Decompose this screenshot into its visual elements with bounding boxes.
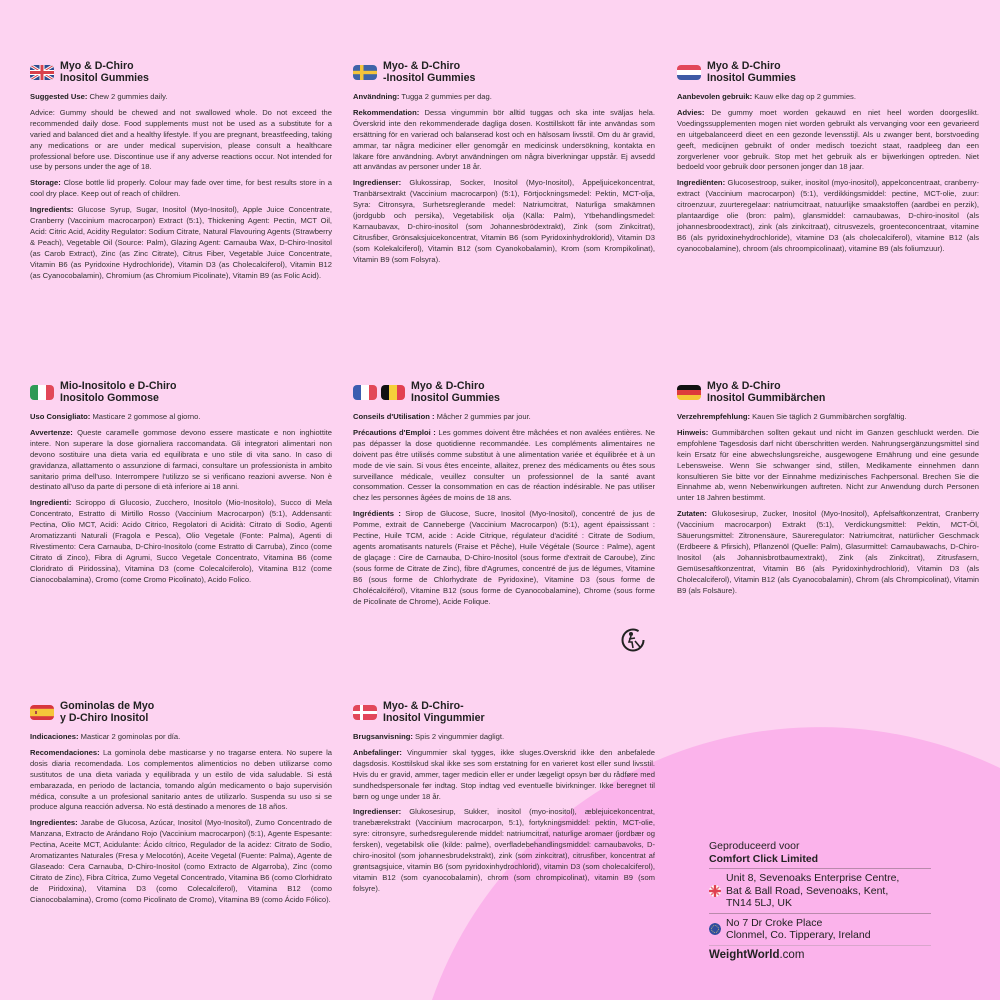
paragraph-text: Mâcher 2 gummies par jour.: [434, 412, 531, 421]
brand-website: WeightWorld.com: [709, 945, 931, 962]
paragraph-label: Zutaten:: [677, 509, 707, 519]
spain-flag-icon: [30, 705, 54, 720]
section-title: Myo & D-Chiro Inositol Gummies: [411, 380, 500, 404]
paragraph-label: Hinweis:: [677, 427, 709, 437]
paragraph-text: Dessa vingummin bör alltid tuggas och ska inte sväljas hela. Överskrid inte den rekommenderade dagliga dosen. Kosttillskott får inte användas som ersättning för en varierad och balanserad kost och en hälsosam livsstil. Om du är gravid, ammar, tar några mediciner eller genomgår en medicinsk undersökning, kontakta en läkare före användning. Avbryt användningen om några biverkningar uppstår. Ej avsedd att användas av personer under 18 år.: [353, 107, 655, 172]
paragraph-text: Glukosesirup, Zucker, Inositol (Myo-Inositol), Apfelsaftkonzentrat, Cranberry (Vaccinium macrocarpon) Extrakt (5:1), Verdickungsmittel: Pektin, MCT-Öl, Säuerungsmittel: Zitronensäure, Säureregulator: Natriumcitrat, natürlicher Geschmack (Erdbeere & Pfirsich), Pflanzenöl (Quelle: Palm), Glasurmittel: Carnaubawachs, D-Chiro-Inositol (als Johannisbrotbaumextrakt), Zink (als Zinkcitrat), Zitrusfasern, Gemüsesaftkonzentrat, Vitamin B6 (als Pyridoxinhydrochlorid), Vitamin D3 (als Cholecalciferol), Vitamin B12 (als Cyanocobalamin), Chrom (als Chrompicolinat), Vitamin B9 (als Folsäure).: [677, 509, 979, 595]
paragraph: [353, 428, 655, 504]
italy-flag-icon: [30, 385, 54, 400]
section-header: [30, 380, 332, 404]
section-title: Myo- & D-Chiro -Inositol Gummies: [383, 60, 476, 84]
paragraph-label: Rekommendation:: [353, 107, 420, 117]
section-title: Myo & D-Chiro Inositol Gummies: [707, 60, 796, 84]
paragraph: [677, 412, 979, 423]
paragraph-text: Jarabe de Glucosa, Azúcar, Inositol (Myo-Inositol), Zumo Concentrado de Manzana, Extracto de Arándano Rojo (Vaccinium macrocarpon) (5:1), Agente Espesante: Pectina, Aceite MCT, Acidulante: Ácido cítrico, Regulador de la acidez: Citrato de Sodio, Aromatizantes Naturales (Fresa y Melocotón), Aceite Vegetal (Fuente: Palma), Agente de Glaseado: Cera Carnauba, D-Chiro-Inositol (como Extracto de Algarroba), Zinc (como Citrato de Zinc), Fibra Cítrica, Zumo Vegetal Concentrado, Vitamina B6 (como Clorhidrato de Piridoxina), Vitamina D3 (como Colecalciferol), Vitamina B12 (como Cianocobalamina), Cromo (como Picolinato de Cromo), Vitamina B9 (como Ácido Fólico).: [30, 818, 332, 904]
section-header: [677, 380, 979, 404]
label-section-it: [30, 380, 332, 591]
uk-address: Unit 8, Sevenoaks Enterprise Centre, Bat & Ball Road, Sevenoaks, Kent, TN14 5LJ, UK: [709, 868, 931, 913]
paragraph-text: Spis 2 vingummier dagligt.: [412, 732, 505, 741]
netherlands-flag-icon: [677, 65, 701, 80]
germany-flag-icon: [677, 385, 701, 400]
paragraph-text: Close bottle lid properly. Colour may fade over time, for best results store in a cool dry place. Keep out of reach of children.: [30, 178, 332, 199]
belgium-flag-icon: [381, 385, 405, 400]
paragraph-label: Conseils d'Utilisation :: [353, 412, 435, 421]
eu-address: No 7 Dr Croke Place Clonmel, Co. Tipperary, Ireland: [709, 913, 931, 945]
paragraph-label: Ingrediënten:: [677, 178, 726, 188]
paragraph-text: La gominola debe masticarse y no tragarse entera. No supere la dosis diaria recomendada. Los complementos alimenticios no deben utilizarse como sustitutos de una dieta variada y equilibrada y un estilo de vida saludable. Si está embarazada, en periodo de lactancia, tomando algún medicamento o bajo supervisión médica, consulte a un profesional sanitario antes de utilizarlo. Suspenda su uso si se produce alguna reacción adversa. No está destinado a menores de 18 años.: [30, 747, 332, 812]
paragraph-text: De gummy moet worden gekauwd en niet heel worden doorgeslikt. Voedingssupplementen mogen niet worden gebruikt als vervanging voor een gevarieerd en uitgebalanceerd dieet en een gezonde levensstijl. Als u zwanger bent, borstvoeding geeft, medicijnen gebruikt of onder medisch toezicht staat, raadpleeg dan een zorgverlener voor gebruik. Stop met het gebruik als er bijwerkingen optreden. Niet bedoeld voor gebruik door personen jonger dan 18 jaar.: [677, 107, 979, 172]
paragraph: [30, 412, 332, 423]
paragraph-text: Masticare 2 gommose al giorno.: [90, 412, 201, 421]
triman-recycling-icon: [620, 627, 646, 653]
uk-flag-icon: [30, 65, 54, 80]
paragraph-text: Glucosestroop, suiker, inositol (myo-inositol), appelconcentraat, cranberry-extract (Vaccinium macrocarpon) (5:1), verdikkingsmiddel: pectine, MCT-olie, zuur: citroenzuur, zuurteregelaar: natriumcitraat, natuurlijke smaakstoffen (aardbei en perzik), plantaardige olie (bron: palm), glansmiddel: carnaubawas, D-chiro-inositol (als johannesbroodextract), zink (als zinkcitraat), citrusvezels, groenteconcentraat, vitamine B6 (als pyridoxinehydrochloride), vitamine D3 (als cholecalciferol), vitamine B12 (als cyanocobalamine), chroom (als chroompicolinaat), vitamine B9 (als foliumzuur).: [677, 178, 979, 253]
paragraph-label: Advies:: [677, 107, 705, 117]
paragraph: [30, 205, 332, 281]
paragraph: [353, 807, 655, 894]
paragraph-text: Gummibärchen sollten gekaut und nicht im Ganzen geschluckt werden. Die empfohlene Tagesdosis darf nicht überschritten werden. Nahrungsergänzungsmittel sind kein Ersatz für eine abwechslungsreiche, ausgewogene Ernährung und eine gesunde Lebensweise. Wenn Sie schwanger sind, stillen, Medikamente einnehmen dann konsultieren Sie bitte vor der Einnahme medizinisches Fachpersonal. Brechen Sie die Einnahme ab, wenn Nebenwirkungen auftreten. Nicht zur Anwendung durch Personen unter 18 Jahren bestimmt.: [677, 427, 979, 503]
paragraph: [353, 509, 655, 607]
paragraph: [677, 92, 979, 103]
eu-flag-icon: [709, 923, 721, 935]
paragraph: [30, 92, 332, 103]
paragraph-label: Storage:: [30, 178, 61, 188]
paragraph-text: Masticar 2 gominolas por día.: [78, 732, 181, 741]
paragraph-text: Queste caramelle gommose devono essere masticate e non inghiottite intere. Non superare la dose giornaliera raccomandata. Gli integratori alimentari non devono sostituire una dieta varia ed equilibrata e uno stile di vita sano. In caso di gravidanza, allattamento o assunzione di farmaci, consultare un professionista in ambito sanitario prima dell'uso. Interrompere l'utilizzo se si verificano reazioni avverse. Non è destinato all'uso da parte di persone di età inferiore ai 18 anni.: [30, 427, 332, 492]
paragraph-label: Aanbevolen gebruik:: [677, 92, 753, 101]
paragraph: [30, 178, 332, 200]
section-title: Gominolas de Myo y D-Chiro Inositol: [60, 700, 155, 724]
paragraph: [677, 108, 979, 173]
label-section-es: [30, 700, 332, 911]
paragraph-text: Sciroppo di Glucosio, Zucchero, Inositolo (Mio-Inositolo), Succo di Mela Concentrato, Estratto di Mirtillo Rosso (Vaccinium Macrocarpon) (5:1), Addensanti: Pectina, Olio MCT, Acidi: Acido Citrico, Regolatori di Acidità: Citrato di Sodio, Agenti Aromatizzanti Naturali (Fragola e Pesca), Olio Vegetale (Fonte: Palma), Agenti di Rivestimento: Cera Carnauba, D-Chiro-Inositolo (come Estratto di Carruba), Zinco (come Citrato di Zinco), Fibra di Agrumi, Succo Vegetale Concentrato, Vitamina B6 (come Cloridrato di Piridossina), Vitamina D3 (come Colecalciferolo), Vitamina B12 (come Cianocobalamina), Cromo (come Cromo Picolinato), Acido Folico.: [30, 498, 332, 584]
paragraph: [353, 92, 655, 103]
paragraph-text: Glukossirap, Socker, Inositol (Myo-Inositol), Äppeljuicekoncentrat, Tranbärsextrakt (Vaccinium macrocarpon) (5:1), Förtjockningsmedel: Pektin, MCT-olja, Syra: Citronsyra, Surhetsreglerande medel: Natriumcitrat, Naturliga smakämnen (jordgubb och persika), Vegetabilisk olja (Källa: Palm), Ytbehandlingsmedel: Karnaubavax, D-chiro-inositol (som Johannesbrödextrakt), Zink (som Zinkcitrat), Citrusfiber, Grönsaksjuicekoncentrat, Vitamin B6 (som Pyridoxinhydroklorid), Vitamin D3 (som Kolekalciferol), Vitamin B12 (som Cyanokobalamin), Krom (som Krompikolinat), Vitamin B9 (som Folsyra).: [353, 178, 655, 264]
manufacturer-company: Comfort Click Limited: [709, 852, 819, 865]
section-title: Myo & D-Chiro Inositol Gummibärchen: [707, 380, 826, 404]
paragraph-label: Avvertenze:: [30, 427, 73, 437]
label-section-da: [353, 700, 655, 900]
paragraph-label: Ingrédients :: [353, 509, 401, 519]
label-section-sv: [353, 60, 655, 271]
paragraph-label: Användning:: [353, 92, 400, 101]
paragraph-label: Ingredienti:: [30, 498, 72, 508]
uk-flag-icon: [709, 885, 721, 897]
paragraph-label: Recomendaciones:: [30, 747, 100, 757]
paragraph-label: Ingredienser:: [353, 178, 402, 188]
label-section-fr: [353, 380, 655, 612]
section-header: [30, 700, 332, 724]
section-header: [30, 60, 332, 84]
paragraph-text: Tugga 2 gummies per dag.: [399, 92, 492, 101]
sweden-flag-icon: [353, 65, 377, 80]
paragraph: [30, 818, 332, 905]
paragraph-text: Glukosesirup, Sukker, inositol (myo-inositol), æblejuicekoncentrat, tranebærekstrakt (Vaccinium macrocarpon, 5:1), fortykningsmiddel: pektin, MCT-olie, syre: citronsyre, surhedsregulerende middel: natriumcitrat, naturlige aromaer (jordbær og fersken), vegetabilsk olie (kilde: palme), overfladebehandlingsmiddel: carnaubavoks, D-chiro-inositol (som johannesbrudekstrakt), zink (som zinkcitrat), citrusfiber, koncentrat af grøntsagsjuice, vitamin B6 (som pyridoxinhydrochlorid), vitamin D3 (som cholecalciferol), vitamin B12 (som cyanocobalamin), chrom (som chrompicolinat), vitamin B9 (som folsyre).: [353, 807, 655, 893]
paragraph: [353, 178, 655, 265]
paragraph-text: Vingummier skal tygges, ikke sluges.Overskrid ikke den anbefalede dagsdosis. Kosttilskud skal ikke ses som erstatning for en varieret kost eller sund livsstil. Hvis du er gravid, ammer, tager medicin eller er under lægeligt opsyn bør du rådføre med sundhedspersonale før indtag. Stop indtag ved eventuelle bivirkninger. Ikke beregnet til børn og unge under 18 år.: [353, 747, 655, 801]
paragraph-text: Sirop de Glucose, Sucre, Inositol (Myo-Inositol), concentré de jus de Pomme, extrait de Canneberge (Vaccinium Macrocarpon) (5:1), agent épaississant : Pectine, Huile TCM, acide : Acide Citrique, régulateur d'acidité : Citrate de Sodium, agents aromatisants naturels (Fraise et Pêche), Huile Végétale (Source : Palme), agent de glaçage : Cire de Carnauba, D-Chiro-Inositol (sous forme d'extrait de Caroube), Zinc (sous forme de Citrate de Zinc), fibre d'Agrumes, concentré de jus de légumes, Vitamine B6 (sous forme de Chlorhydrate de Pyridoxine), Vitamine D3 (sous forme de Cholécalciférol), Vitamine B12 (sous forme de Cyanocobalamine), Chrome (sous forme de Picolinate de Chrome), Acide Folique.: [353, 509, 655, 606]
paragraph: [677, 428, 979, 504]
paragraph-label: Ingredientes:: [30, 818, 78, 828]
paragraph-label: Précautions d'Emploi :: [353, 427, 436, 437]
label-section-de: [677, 380, 979, 602]
manufacturer-info: [709, 840, 931, 961]
paragraph-label: Uso Consigliato:: [30, 412, 91, 421]
paragraph-text: Glucose Syrup, Sugar, Inositol (Myo-Inositol), Apple Juice Concentrate, Cranberry (Vaccinium macrocarpon) Extract (5:1), Thickening Agent: Pectin, MCT Oil, Acid: Citric Acid, Acidity Regulator: Sodium Citrate, Natural Flavouring Agents (Strawberry & Peach), Vegetable Oil (Source: Palm), Glazing Agent: Carnauba Wax, D-Chiro-Inositol (as Carob Extract), Zinc (as Zinc Citrate), Citrus Fiber, Vegetable Juice Concentrate, Vitamin B6 (as Pyridoxine Hydrochloride), Vitamin D3 (as Cholecalciferol), Vitamin B12 (as Cyanocobalamin), Chromium (as Chromium Picolinate), Vitamin B9 (as Folic Acid).: [30, 205, 332, 280]
paragraph: [677, 178, 979, 254]
paragraph-text: Advice: Gummy should be chewed and not swallowed whole. Do not exceed the recommended daily dose. Food supplements must not be used as a substitute for a varied and balanced diet and a healthy lifestyle. If you are pregnant, breastfeeding, taking any medications or are under medical supervision, please consult a healthcare professional before use. Discontinue use if any adverse reactions occur. Not intended for use by persons under the age of 18.: [30, 107, 332, 172]
section-header: [353, 380, 655, 404]
paragraph: [30, 108, 332, 173]
section-header: [353, 700, 655, 724]
section-title: Myo- & D-Chiro- Inositol Vingummier: [383, 700, 485, 724]
paragraph: [30, 498, 332, 585]
paragraph-text: Chew 2 gummies daily.: [87, 92, 168, 101]
paragraph-label: Brugsanvisning:: [353, 732, 413, 741]
denmark-flag-icon: [353, 705, 377, 720]
paragraph: [353, 412, 655, 423]
france-flag-icon: [353, 385, 377, 400]
paragraph-text: Kauen Sie täglich 2 Gummibärchen sorgfältig.: [750, 412, 907, 421]
paragraph-label: Ingredients:: [30, 205, 74, 215]
paragraph: [353, 748, 655, 803]
paragraph-label: Anbefalinger:: [353, 747, 402, 757]
manufacturer-intro: Geproduceerd voor: [709, 840, 800, 852]
paragraph-label: Suggested Use:: [30, 92, 88, 101]
paragraph-label: Indicaciones:: [30, 732, 79, 741]
paragraph: [677, 509, 979, 596]
paragraph: [353, 732, 655, 743]
paragraph-text: Kauw elke dag op 2 gummies.: [752, 92, 856, 101]
section-title: Myo & D-Chiro Inositol Gummies: [60, 60, 149, 84]
label-section-nl: [677, 60, 979, 260]
paragraph: [30, 428, 332, 493]
paragraph: [30, 748, 332, 813]
paragraph-text: Les gommes doivent être mâchées et non avalées entières. Ne pas dépasser la dose quotidienne recommandée. Les compléments alimentaires ne doivent pas être utilisés comme substitut à une alimentation variée et équilibrée et à un mode de vie sain. Si vous êtes enceinte, allaitez, prenez des médicaments ou êtes sous surveillance médicale, veuillez consulter un professionnel de la santé avant consommation. Cesser la consommation en cas de réaction indésirable. Ne pas utiliser chez les personnes âgées de moins de 18 ans.: [353, 427, 655, 503]
label-section-en: [30, 60, 332, 287]
paragraph: [353, 108, 655, 173]
paragraph-label: Verzehrempfehlung:: [677, 412, 750, 421]
section-header: [353, 60, 655, 84]
paragraph: [30, 732, 332, 743]
section-title: Mio-Inositolo e D-Chiro Inositolo Gommose: [60, 380, 177, 404]
section-header: [677, 60, 979, 84]
paragraph-label: Ingredienser:: [353, 807, 402, 817]
